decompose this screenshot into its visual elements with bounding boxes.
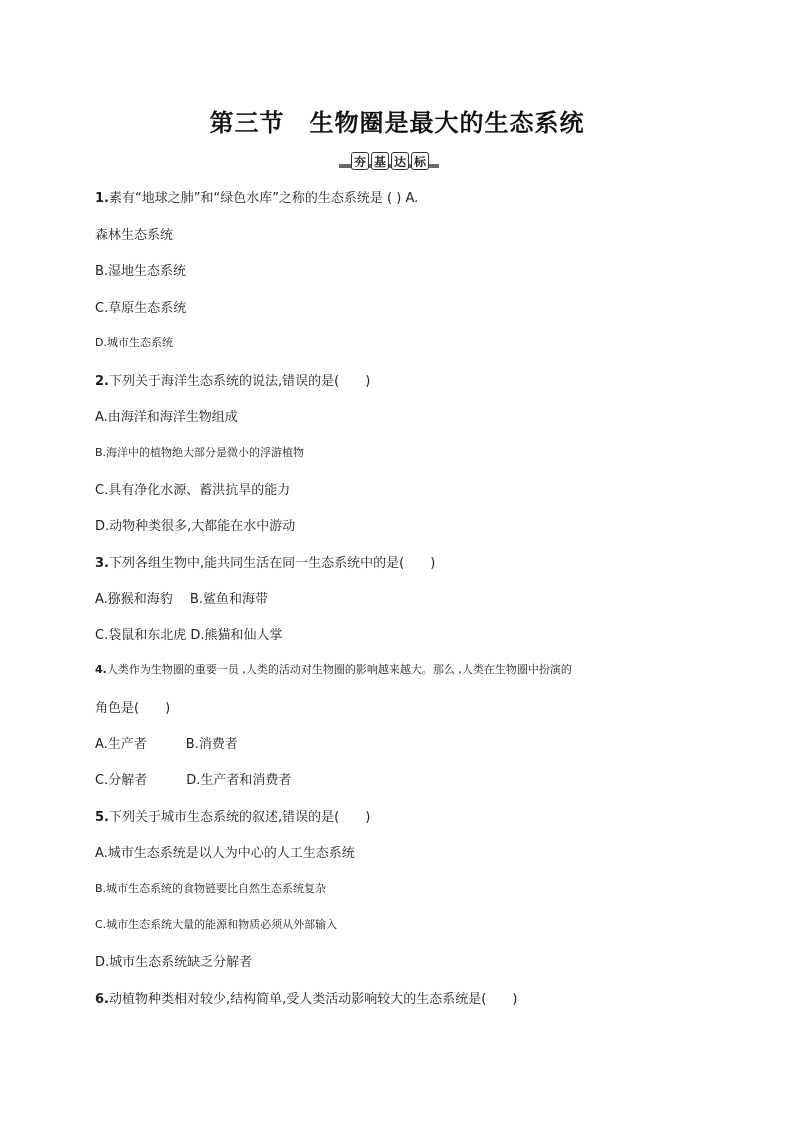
option-line	[95, 406, 238, 425]
badge-char: 标	[411, 152, 429, 170]
option-line	[95, 733, 238, 752]
option-text: A.猕猴和海豹 B.鲨鱼和海带	[95, 592, 268, 607]
question-number: 2.	[95, 374, 109, 389]
option-text: D.动物种类很多,大都能在水中游动	[95, 519, 296, 534]
option-line	[95, 515, 295, 534]
option-text: C.袋鼠和东北虎 D.熊猫和仙人掌	[95, 628, 283, 643]
option-text: C.分解者 D.生产者和消费者	[95, 773, 292, 788]
option-text: A.生产者 B.消费者	[95, 737, 238, 752]
question-text: 角色是( )	[95, 701, 171, 716]
question-number: 4.	[95, 663, 107, 676]
question-number: 5.	[95, 810, 109, 825]
option-text: A.由海洋和海洋生物组成	[95, 410, 238, 425]
option-text: B.城市生态系统的食物链要比自然生态系统复杂	[95, 882, 327, 895]
badge-char: 达	[391, 152, 409, 170]
option-line	[95, 842, 355, 861]
option-line	[95, 951, 252, 970]
page-title: 第三节 生物圈是最大的生态系统	[209, 109, 585, 137]
question-number: 3.	[95, 556, 109, 571]
option-line	[95, 479, 290, 498]
question-line-continued	[95, 697, 170, 716]
badge-char: 基	[371, 152, 389, 170]
question-line	[95, 806, 370, 825]
question-number: 1.	[95, 191, 109, 206]
option-text: C.城市生态系统大量的能源和物质必须从外部输入	[95, 918, 338, 931]
option-text: 森林生态系统	[95, 228, 174, 243]
question-line	[95, 661, 572, 677]
option-line	[95, 588, 268, 607]
option-text: B.湿地生态系统	[95, 264, 187, 279]
option-text: B.海洋中的植物绝大部分是微小的浮游植物	[95, 446, 305, 459]
option-line	[95, 260, 186, 279]
option-text: C.草原生态系统	[95, 301, 187, 316]
question-text: 下列各组生物中,能共同生活在同一生态系统中的是( )	[108, 556, 436, 571]
option-text: D.城市生态系统缺乏分解者	[95, 955, 253, 970]
option-line	[95, 444, 304, 460]
question-line	[95, 552, 435, 571]
question-text: 动植物种类相对较少,结构简单,受人类活动影响较大的生态系统是( )	[108, 992, 518, 1007]
question-text: 下列关于城市生态系统的叙述,错误的是( )	[108, 810, 371, 825]
option-line	[95, 297, 186, 316]
question-line	[95, 988, 517, 1007]
question-line	[95, 187, 418, 206]
option-line	[95, 334, 173, 350]
option-line	[95, 880, 326, 896]
option-line	[95, 916, 337, 932]
badge-char: 夯	[351, 152, 369, 170]
option-line	[95, 624, 283, 643]
option-text: D.城市生态系统	[95, 336, 173, 349]
option-text: C.具有净化水源、蓄洪抗旱的能力	[95, 483, 291, 498]
question-line	[95, 370, 370, 389]
question-text: 人类作为生物圈的重要一员 ,人类的活动对生物圈的影响越来越大。那么 ,人类在生物圈中扮演的	[106, 663, 572, 676]
option-line	[95, 224, 173, 243]
question-number: 6.	[95, 992, 109, 1007]
section-badge	[339, 152, 439, 172]
option-text: A.城市生态系统是以人为中心的人工生态系统	[95, 846, 355, 861]
question-text: 素有“地球之肺”和“绿色水库”之称的生态系统是 ( ) A.	[108, 191, 419, 206]
question-text: 下列关于海洋生态系统的说法,错误的是( )	[108, 374, 371, 389]
option-line	[95, 769, 291, 788]
